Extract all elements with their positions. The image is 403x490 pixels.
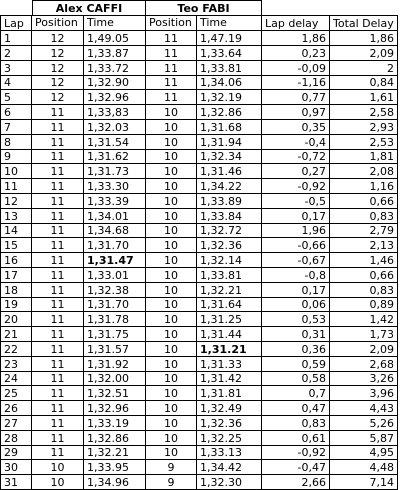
- total-delay-cell: 3,26: [330, 371, 398, 386]
- position1-cell: 12: [32, 90, 84, 105]
- lap-delay-cell: 0,97: [262, 105, 330, 120]
- total-delay-cell: 1,61: [330, 90, 398, 105]
- total-delay-cell: 1,42: [330, 312, 398, 327]
- time2-cell: 1,32.34: [197, 149, 262, 164]
- position1-cell: 11: [32, 431, 84, 446]
- col-total-delay-header: Total Delay: [330, 15, 398, 31]
- lap-delay-cell: 0,23: [262, 46, 330, 61]
- table-row: [0, 401, 403, 416]
- time1-cell: 1,32.03: [84, 120, 146, 135]
- position2-cell: 10: [146, 357, 197, 372]
- position2-cell: 10: [146, 401, 197, 416]
- table-row: [0, 342, 403, 357]
- table-row: [0, 179, 403, 194]
- time1-cell: 1,31.70: [84, 238, 146, 253]
- time2-cell: 1,32.86: [197, 105, 262, 120]
- time2-cell: 1,33.13: [197, 445, 262, 460]
- time2-cell: 1,32.25: [197, 431, 262, 446]
- lap-cell: 25: [0, 386, 32, 401]
- lap-cell: 1: [0, 31, 32, 46]
- time2-cell: 1,31.33: [197, 357, 262, 372]
- lap-delay-cell: 0,17: [262, 209, 330, 224]
- total-delay-cell: 2,53: [330, 135, 398, 150]
- time1-cell: 1,34.01: [84, 209, 146, 224]
- column-header-row: [0, 15, 403, 31]
- position2-cell: 10: [146, 327, 197, 342]
- lap-cell: 17: [0, 268, 32, 283]
- time2-cell: 1,32.49: [197, 401, 262, 416]
- driver-header-row: [0, 0, 403, 16]
- position2-cell: 11: [146, 31, 197, 46]
- position2-cell: 10: [146, 105, 197, 120]
- time2-cell: 1,33.64: [197, 46, 262, 61]
- time2-cell: 1,33.81: [197, 268, 262, 283]
- lap-delay-cell: -0,66: [262, 238, 330, 253]
- time1-cell: 1,31.73: [84, 164, 146, 179]
- time2-cell: 1,31.94: [197, 135, 262, 150]
- position1-cell: 11: [32, 135, 84, 150]
- position1-cell: 11: [32, 297, 84, 312]
- lap-cell: 8: [0, 135, 32, 150]
- time2-cell: 1,31.64: [197, 297, 262, 312]
- lap-cell: 15: [0, 238, 32, 253]
- lap-delay-cell: 0,35: [262, 120, 330, 135]
- col-lap-delay-header: Lap delay: [262, 15, 330, 31]
- time2-cell: 1,31.42: [197, 371, 262, 386]
- position1-cell: 11: [32, 164, 84, 179]
- lap-delay-cell: -0,72: [262, 149, 330, 164]
- position1-cell: 11: [32, 253, 84, 268]
- time1-cell: 1,34.96: [84, 475, 146, 490]
- position2-cell: 10: [146, 238, 197, 253]
- lap-delay-cell: 0,59: [262, 357, 330, 372]
- lap-delay-cell: 0,77: [262, 90, 330, 105]
- time2-cell: 1,32.21: [197, 283, 262, 298]
- total-delay-cell: 4,48: [330, 460, 398, 475]
- lap-delay-cell: -0,8: [262, 268, 330, 283]
- position1-cell: 11: [32, 386, 84, 401]
- time2-cell: 1,32.72: [197, 223, 262, 238]
- time2-cell: 1,32.19: [197, 90, 262, 105]
- table-row: [0, 105, 403, 120]
- lap-cell: 16: [0, 253, 32, 268]
- col-time1-header: Time: [84, 15, 146, 31]
- table-row: [0, 416, 403, 431]
- table-row: [0, 238, 403, 253]
- lap-cell: 29: [0, 445, 32, 460]
- table-row: [0, 120, 403, 135]
- position1-cell: 11: [32, 223, 84, 238]
- position2-cell: 11: [146, 46, 197, 61]
- time1-cell: 1,32.86: [84, 431, 146, 446]
- total-delay-cell: 2,58: [330, 105, 398, 120]
- lap-delay-cell: 0,31: [262, 327, 330, 342]
- position2-cell: 11: [146, 90, 197, 105]
- time1-cell: 1,32.96: [84, 401, 146, 416]
- lap-delay-cell: -0,47: [262, 460, 330, 475]
- time2-cell: 1,31.25: [197, 312, 262, 327]
- lap-cell: 26: [0, 401, 32, 416]
- lap-delay-cell: 0,27: [262, 164, 330, 179]
- table-row: [0, 312, 403, 327]
- position2-cell: 10: [146, 135, 197, 150]
- position1-cell: 10: [32, 460, 84, 475]
- time2-cell: 1,34.22: [197, 179, 262, 194]
- total-delay-cell: 2,79: [330, 223, 398, 238]
- lap-cell: 31: [0, 475, 32, 490]
- time2-cell: 1,32.30: [197, 475, 262, 490]
- total-delay-cell: 2,08: [330, 164, 398, 179]
- time2-cell: 1,34.42: [197, 460, 262, 475]
- lap-cell: 27: [0, 416, 32, 431]
- total-delay-cell: 0,89: [330, 297, 398, 312]
- time1-cell: 1,33.39: [84, 194, 146, 209]
- total-delay-cell: 0,66: [330, 194, 398, 209]
- lap-delay-cell: 0,06: [262, 297, 330, 312]
- position1-cell: 11: [32, 357, 84, 372]
- lap-cell: 4: [0, 75, 32, 90]
- lap-delay-cell: 0,36: [262, 342, 330, 357]
- time1-cell: 1,32.51: [84, 386, 146, 401]
- lap-cell: 22: [0, 342, 32, 357]
- position2-cell: 9: [146, 460, 197, 475]
- position2-cell: 10: [146, 209, 197, 224]
- time2-cell: 1,33.84: [197, 209, 262, 224]
- time1-cell: 1,32.90: [84, 75, 146, 90]
- lap-cell: 19: [0, 297, 32, 312]
- time1-cell: 1,32.96: [84, 90, 146, 105]
- time1-cell: 1,32.21: [84, 445, 146, 460]
- time2-cell: 1,32.36: [197, 238, 262, 253]
- table-row: [0, 223, 403, 238]
- position2-cell: 10: [146, 223, 197, 238]
- time1-cell: 1,49.05: [84, 31, 146, 46]
- time2-cell: 1,33.89: [197, 194, 262, 209]
- table-row: [0, 135, 403, 150]
- position1-cell: 11: [32, 194, 84, 209]
- position2-cell: 10: [146, 312, 197, 327]
- time1-cell: 1,33.72: [84, 61, 146, 76]
- lap-delay-cell: 0,47: [262, 401, 330, 416]
- position1-cell: 11: [32, 209, 84, 224]
- total-delay-cell: 1,81: [330, 149, 398, 164]
- table-row: [0, 90, 403, 105]
- lap-delay-cell: -0,92: [262, 179, 330, 194]
- time1-cell: 1,33.30: [84, 179, 146, 194]
- table-row: [0, 386, 403, 401]
- total-delay-cell: 4,43: [330, 401, 398, 416]
- table-row: [0, 460, 403, 475]
- position2-cell: 9: [146, 475, 197, 490]
- table-row: [0, 31, 403, 46]
- position2-cell: 10: [146, 164, 197, 179]
- position2-cell: 10: [146, 445, 197, 460]
- time2-cell: 1,31.68: [197, 120, 262, 135]
- col-lap-header: Lap: [0, 15, 32, 31]
- time1-cell: 1,31.62: [84, 149, 146, 164]
- time2-cell: 1,47.19: [197, 31, 262, 46]
- time1-cell: 1,33.87: [84, 46, 146, 61]
- lap-cell: 2: [0, 46, 32, 61]
- time1-cell: 1,32.38: [84, 283, 146, 298]
- time1-cell: 1,33.01: [84, 268, 146, 283]
- lap-delay-cell: 0,17: [262, 283, 330, 298]
- position1-cell: 11: [32, 401, 84, 416]
- position2-cell: 10: [146, 194, 197, 209]
- total-delay-cell: 0,66: [330, 268, 398, 283]
- lap-cell: 24: [0, 371, 32, 386]
- lap-cell: 28: [0, 431, 32, 446]
- lap-delay-cell: 0,53: [262, 312, 330, 327]
- total-delay-cell: 2,93: [330, 120, 398, 135]
- lap-cell: 20: [0, 312, 32, 327]
- position2-cell: 10: [146, 149, 197, 164]
- total-delay-cell: 2,68: [330, 357, 398, 372]
- position2-cell: 10: [146, 253, 197, 268]
- time1-cell: 1,34.68: [84, 223, 146, 238]
- lap-delay-cell: -1,16: [262, 75, 330, 90]
- time2-cell: 1,33.81: [197, 61, 262, 76]
- table-row: [0, 268, 403, 283]
- table-row: [0, 357, 403, 372]
- col-position1-header: Position: [32, 15, 84, 31]
- time1-cell: 1,31.57: [84, 342, 146, 357]
- time1-cell: 1,33,83: [84, 105, 146, 120]
- lap-cell: 6: [0, 105, 32, 120]
- table-row: [0, 194, 403, 209]
- lap-cell: 7: [0, 120, 32, 135]
- position1-cell: 11: [32, 179, 84, 194]
- driver2-name: Teo FABI: [146, 0, 262, 16]
- lap-cell: 18: [0, 283, 32, 298]
- position1-cell: 11: [32, 149, 84, 164]
- lap-delay-cell: 0,7: [262, 386, 330, 401]
- position2-cell: 10: [146, 179, 197, 194]
- table-row: [0, 46, 403, 61]
- position1-cell: 11: [32, 371, 84, 386]
- total-delay-cell: 7,14: [330, 475, 398, 490]
- lap-cell: 23: [0, 357, 32, 372]
- position2-cell: 10: [146, 342, 197, 357]
- position1-cell: 11: [32, 268, 84, 283]
- position1-cell: 11: [32, 416, 84, 431]
- position1-cell: 11: [32, 342, 84, 357]
- lap-cell: 5: [0, 90, 32, 105]
- driver1-name: Alex CAFFI: [32, 0, 146, 16]
- position1-cell: 11: [32, 327, 84, 342]
- position2-cell: 10: [146, 386, 197, 401]
- time1-cell: 1,31.47: [84, 253, 146, 268]
- total-delay-cell: 2,13: [330, 238, 398, 253]
- position1-cell: 12: [32, 46, 84, 61]
- position2-cell: 10: [146, 283, 197, 298]
- total-delay-cell: 5,87: [330, 431, 398, 446]
- total-delay-cell: 4,95: [330, 445, 398, 460]
- table-row: [0, 371, 403, 386]
- position1-cell: 11: [32, 283, 84, 298]
- table-row: [0, 209, 403, 224]
- lap-cell: 11: [0, 179, 32, 194]
- time1-cell: 1,32.00: [84, 371, 146, 386]
- total-delay-cell: 1,86: [330, 31, 398, 46]
- position1-cell: 11: [32, 105, 84, 120]
- lap-delay-cell: -0,5: [262, 194, 330, 209]
- lap-delay-cell: -0,4: [262, 135, 330, 150]
- col-position2-header: Position: [146, 15, 197, 31]
- table-row: [0, 283, 403, 298]
- table-row: [0, 327, 403, 342]
- position1-cell: 12: [32, 61, 84, 76]
- table-row: [0, 475, 403, 490]
- time2-cell: 1,31.46: [197, 164, 262, 179]
- total-delay-cell: 2,09: [330, 342, 398, 357]
- lap-cell: 30: [0, 460, 32, 475]
- time2-cell: 1,32.14: [197, 253, 262, 268]
- time2-cell: 1,31.44: [197, 327, 262, 342]
- table-row: [0, 75, 403, 90]
- lap-delay-cell: -0,09: [262, 61, 330, 76]
- time1-cell: 1,31.78: [84, 312, 146, 327]
- position1-cell: 10: [32, 475, 84, 490]
- total-delay-cell: 3,96: [330, 386, 398, 401]
- time1-cell: 1,31.92: [84, 357, 146, 372]
- position2-cell: 10: [146, 120, 197, 135]
- lap-cell: 9: [0, 149, 32, 164]
- total-delay-cell: 0,83: [330, 209, 398, 224]
- time2-cell: 1,31.21: [197, 342, 262, 357]
- total-delay-cell: 5,26: [330, 416, 398, 431]
- position1-cell: 11: [32, 120, 84, 135]
- position1-cell: 12: [32, 75, 84, 90]
- lap-delay-cell: 0,58: [262, 371, 330, 386]
- lap-delay-cell: 1,96: [262, 223, 330, 238]
- table-row: [0, 164, 403, 179]
- position1-cell: 12: [32, 31, 84, 46]
- position2-cell: 11: [146, 75, 197, 90]
- total-delay-cell: 2,09: [330, 46, 398, 61]
- position1-cell: 11: [32, 238, 84, 253]
- position1-cell: 11: [32, 312, 84, 327]
- lap-delay-cell: -0,67: [262, 253, 330, 268]
- time1-cell: 1,31.70: [84, 297, 146, 312]
- position2-cell: 10: [146, 297, 197, 312]
- time1-cell: 1,33.95: [84, 460, 146, 475]
- table-row: [0, 431, 403, 446]
- total-delay-cell: 1,16: [330, 179, 398, 194]
- lap-cell: 21: [0, 327, 32, 342]
- lap-cell: 13: [0, 209, 32, 224]
- total-delay-cell: 1,73: [330, 327, 398, 342]
- time1-cell: 1,31.75: [84, 327, 146, 342]
- lap-delay-cell: 0,83: [262, 416, 330, 431]
- lap-delay-cell: -0,92: [262, 445, 330, 460]
- time2-cell: 1,32.36: [197, 416, 262, 431]
- position2-cell: 10: [146, 416, 197, 431]
- lap-delay-cell: 0,61: [262, 431, 330, 446]
- position2-cell: 10: [146, 268, 197, 283]
- total-delay-cell: 2: [330, 61, 398, 76]
- time1-cell: 1,33.19: [84, 416, 146, 431]
- lap-cell: 12: [0, 194, 32, 209]
- lap-delay-cell: 1,86: [262, 31, 330, 46]
- time2-cell: 1,34.06: [197, 75, 262, 90]
- total-delay-cell: 0,84: [330, 75, 398, 90]
- time1-cell: 1,31.54: [84, 135, 146, 150]
- total-delay-cell: 1,46: [330, 253, 398, 268]
- table-row: [0, 61, 403, 76]
- table-row: [0, 253, 403, 268]
- position2-cell: 10: [146, 431, 197, 446]
- col-time2-header: Time: [197, 15, 262, 31]
- lap-cell: 14: [0, 223, 32, 238]
- position1-cell: 11: [32, 445, 84, 460]
- total-delay-cell: 0,83: [330, 283, 398, 298]
- position2-cell: 11: [146, 61, 197, 76]
- time2-cell: 1,31.81: [197, 386, 262, 401]
- table-row: [0, 445, 403, 460]
- table-row: [0, 297, 403, 312]
- lap-cell: 3: [0, 61, 32, 76]
- position2-cell: 10: [146, 371, 197, 386]
- table-row: [0, 149, 403, 164]
- lap-cell: 10: [0, 164, 32, 179]
- lap-delay-cell: 2,66: [262, 475, 330, 490]
